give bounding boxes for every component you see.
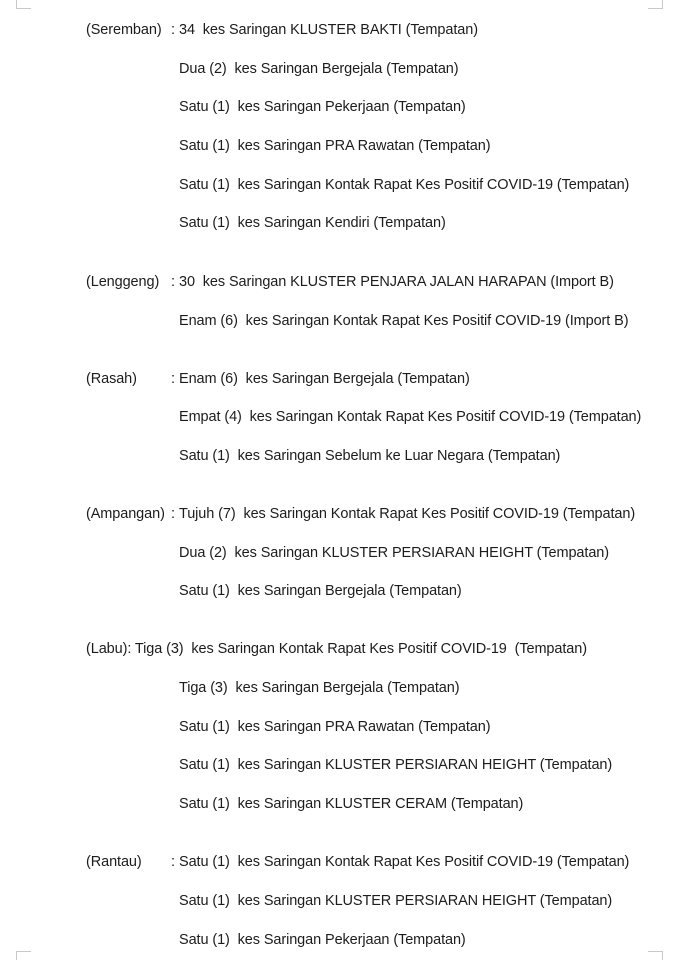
district-label: (Rasah): [86, 371, 137, 387]
page-corner-mark: [648, 0, 663, 9]
case-entry: Satu (1) kes Saringan Pekerjaan (Tempatan): [179, 932, 466, 948]
case-entry: Tujuh (7) kes Saringan Kontak Rapat Kes Positif COVID-19 (Tempatan): [179, 506, 636, 522]
case-entry: Dua (2) kes Saringan KLUSTER PERSIARAN HEIGHT (Tempatan): [179, 545, 609, 561]
case-entry: Satu (1) kes Saringan Sebelum ke Luar Negara (Tempatan): [179, 448, 561, 464]
case-entry: Dua (2) kes Saringan Bergejala (Tempatan): [179, 61, 459, 77]
case-entry: 34 kes Saringan KLUSTER BAKTI (Tempatan): [179, 22, 478, 38]
colon-separator: :: [171, 22, 175, 38]
case-entry: Enam (6) kes Saringan Bergejala (Tempatan): [179, 371, 470, 387]
case-entry: Satu (1) kes Saringan KLUSTER PERSIARAN HEIGHT (Tempatan): [179, 893, 613, 909]
page-corner-mark: [16, 0, 31, 9]
case-entry: Satu (1) kes Saringan PRA Rawatan (Tempatan): [179, 138, 491, 154]
case-entry: Tiga (3) kes Saringan Bergejala (Tempatan): [179, 680, 460, 696]
district-label: (Lenggeng): [86, 274, 160, 290]
colon-separator: :: [171, 274, 175, 290]
page-corner-mark: [648, 951, 663, 960]
case-entry: Satu (1) kes Saringan Pekerjaan (Tempatan): [179, 99, 466, 115]
case-entry: Enam (6) kes Saringan Kontak Rapat Kes Positif COVID-19 (Import B): [179, 313, 629, 329]
case-entry: 30 kes Saringan KLUSTER PENJARA JALAN HARAPAN (Import B): [179, 274, 614, 290]
case-entry: Satu (1) kes Saringan KLUSTER CERAM (Tempatan): [179, 796, 524, 812]
case-entry: Empat (4) kes Saringan Kontak Rapat Kes Positif COVID-19 (Tempatan): [179, 409, 642, 425]
district-label: (Rantau): [86, 854, 142, 870]
case-entry: Satu (1) kes Saringan PRA Rawatan (Tempatan): [179, 719, 491, 735]
case-entry: Satu (1) kes Saringan Bergejala (Tempatan): [179, 583, 462, 599]
colon-separator: :: [171, 371, 175, 387]
district-case-line: (Labu): Tiga (3) kes Saringan Kontak Rapat Kes Positif COVID-19 (Tempatan): [86, 641, 587, 657]
colon-separator: :: [171, 854, 175, 870]
colon-separator: :: [171, 506, 175, 522]
case-entry: Satu (1) kes Saringan KLUSTER PERSIARAN HEIGHT (Tempatan): [179, 757, 613, 773]
case-entry: Satu (1) kes Saringan Kontak Rapat Kes Positif COVID-19 (Tempatan): [179, 177, 630, 193]
district-label: (Ampangan): [86, 506, 165, 522]
case-entry: Satu (1) kes Saringan Kontak Rapat Kes Positif COVID-19 (Tempatan): [179, 854, 630, 870]
case-entry: Satu (1) kes Saringan Kendiri (Tempatan): [179, 215, 446, 231]
page-corner-mark: [16, 951, 31, 960]
district-label: (Seremban): [86, 22, 162, 38]
